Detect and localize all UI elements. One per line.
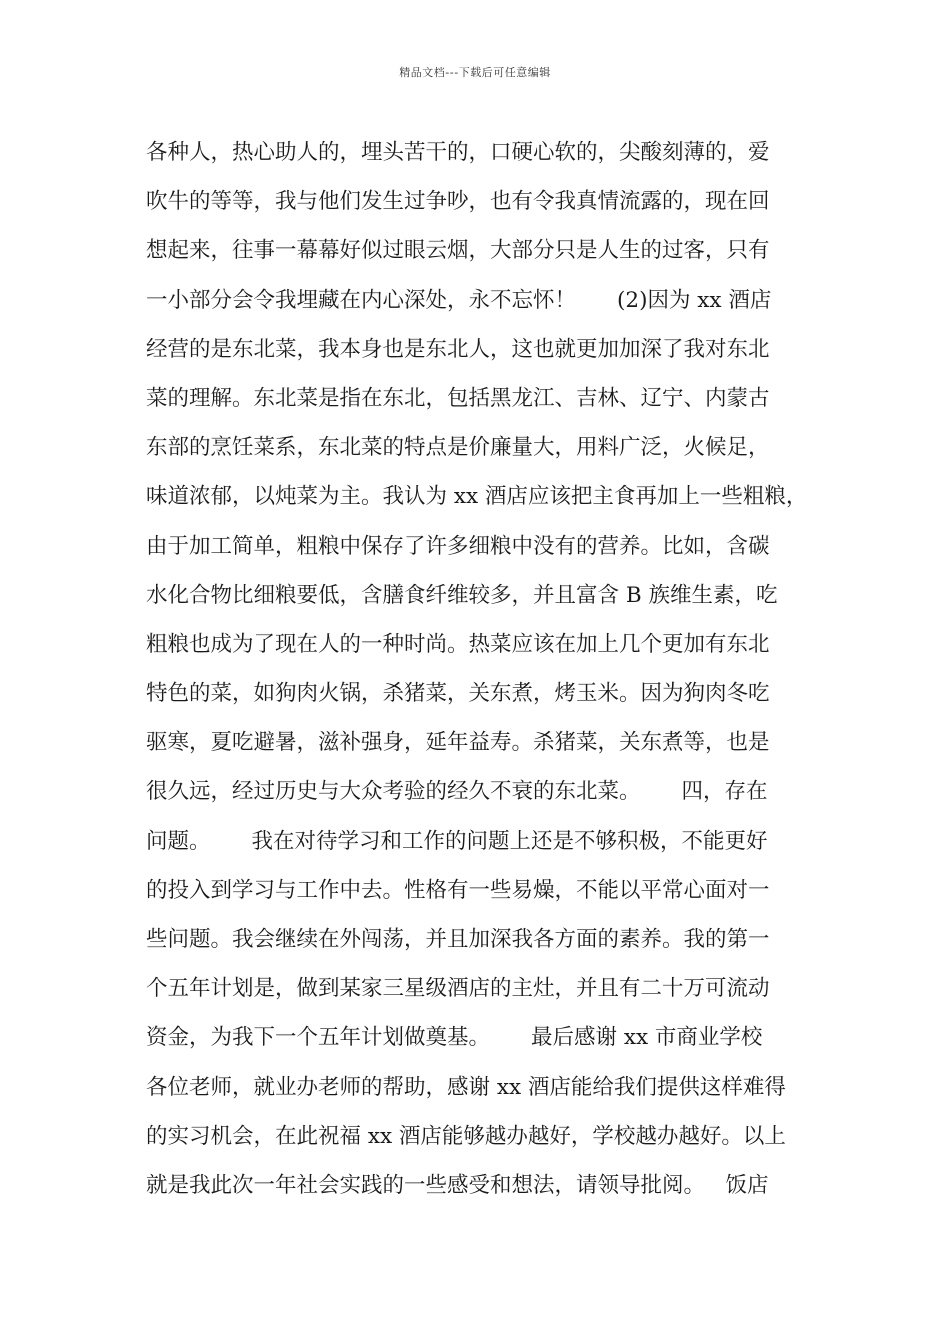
text-line: 资金，为我下一个五年计划做奠基。 最后感谢 xx 市商业学校 [146, 1025, 763, 1051]
page-header: 精品文档---下载后可任意编辑 [399, 66, 551, 79]
text-line: 特色的菜，如狗肉火锅，杀猪菜，关东煮，烤玉米。因为狗肉冬吃 [146, 681, 770, 707]
text-line: 的投入到学习与工作中去。性格有一些易燥，不能以平常心面对一 [146, 877, 770, 903]
text-line: 各位老师，就业办老师的帮助，感谢 xx 酒店能给我们提供这样难得 [146, 1074, 786, 1100]
text-line: 菜的理解。东北菜是指在东北，包括黑龙江、吉林、辽宁、内蒙古 [146, 385, 770, 411]
text-line: 味道浓郁，以炖菜为主。我认为 xx 酒店应该把主食再加上一些粗粮， [146, 484, 808, 510]
text-line: 问题。 我在对待学习和工作的问题上还是不够积极，不能更好 [146, 828, 768, 854]
text-line: 经营的是东北菜，我本身也是东北人，这也就更加加深了我对东北 [146, 336, 770, 362]
text-line: 驱寒，夏吃避暑，滋补强身，延年益寿。杀猪菜，关东煮等，也是 [146, 730, 770, 756]
text-line: 一小部分会令我埋藏在内心深处，永不忘怀！ (2)因为 xx 酒店 [146, 287, 772, 313]
document-body [146, 128, 826, 1210]
text-line: 的实习机会，在此祝福 xx 酒店能够越办越好，学校越办越好。以上 [146, 1123, 786, 1149]
text-line: 些问题。我会继续在外闯荡，并且加深我各方面的素养。我的第一 [146, 927, 770, 952]
text-line: 东部的烹饪菜系，东北菜的特点是价廉量大，用料广泛，火候足， [146, 435, 770, 461]
text-line: 想起来，往事一幕幕好似过眼云烟，大部分只是人生的过客，只有 [146, 238, 770, 264]
text-line: 吹牛的等等，我与他们发生过争吵，也有令我真情流露的，现在回 [146, 189, 770, 215]
text-line: 粗粮也成为了现在人的一种时尚。热菜应该在加上几个更加有东北 [146, 631, 770, 657]
text-line: 各种人，热心助人的，埋头苦干的，口硬心软的，尖酸刻薄的，爱 [146, 140, 770, 165]
text-line: 由于加工简单，粗粮中保存了许多细粮中没有的营养。比如，含碳 [146, 533, 770, 559]
text-line: 水化合物比细粮要低，含膳食纤维较多，并且富含 B 族维生素，吃 [146, 582, 778, 608]
text-line: 很久远，经过历史与大众考验的经久不衰的东北菜。 四，存在 [146, 779, 768, 805]
text-line: 就是我此次一年社会实践的一些感受和想法，请领导批阅。 饭店 [146, 1172, 769, 1198]
text-line: 个五年计划是，做到某家三星级酒店的主灶，并且有二十万可流动 [146, 976, 770, 1002]
